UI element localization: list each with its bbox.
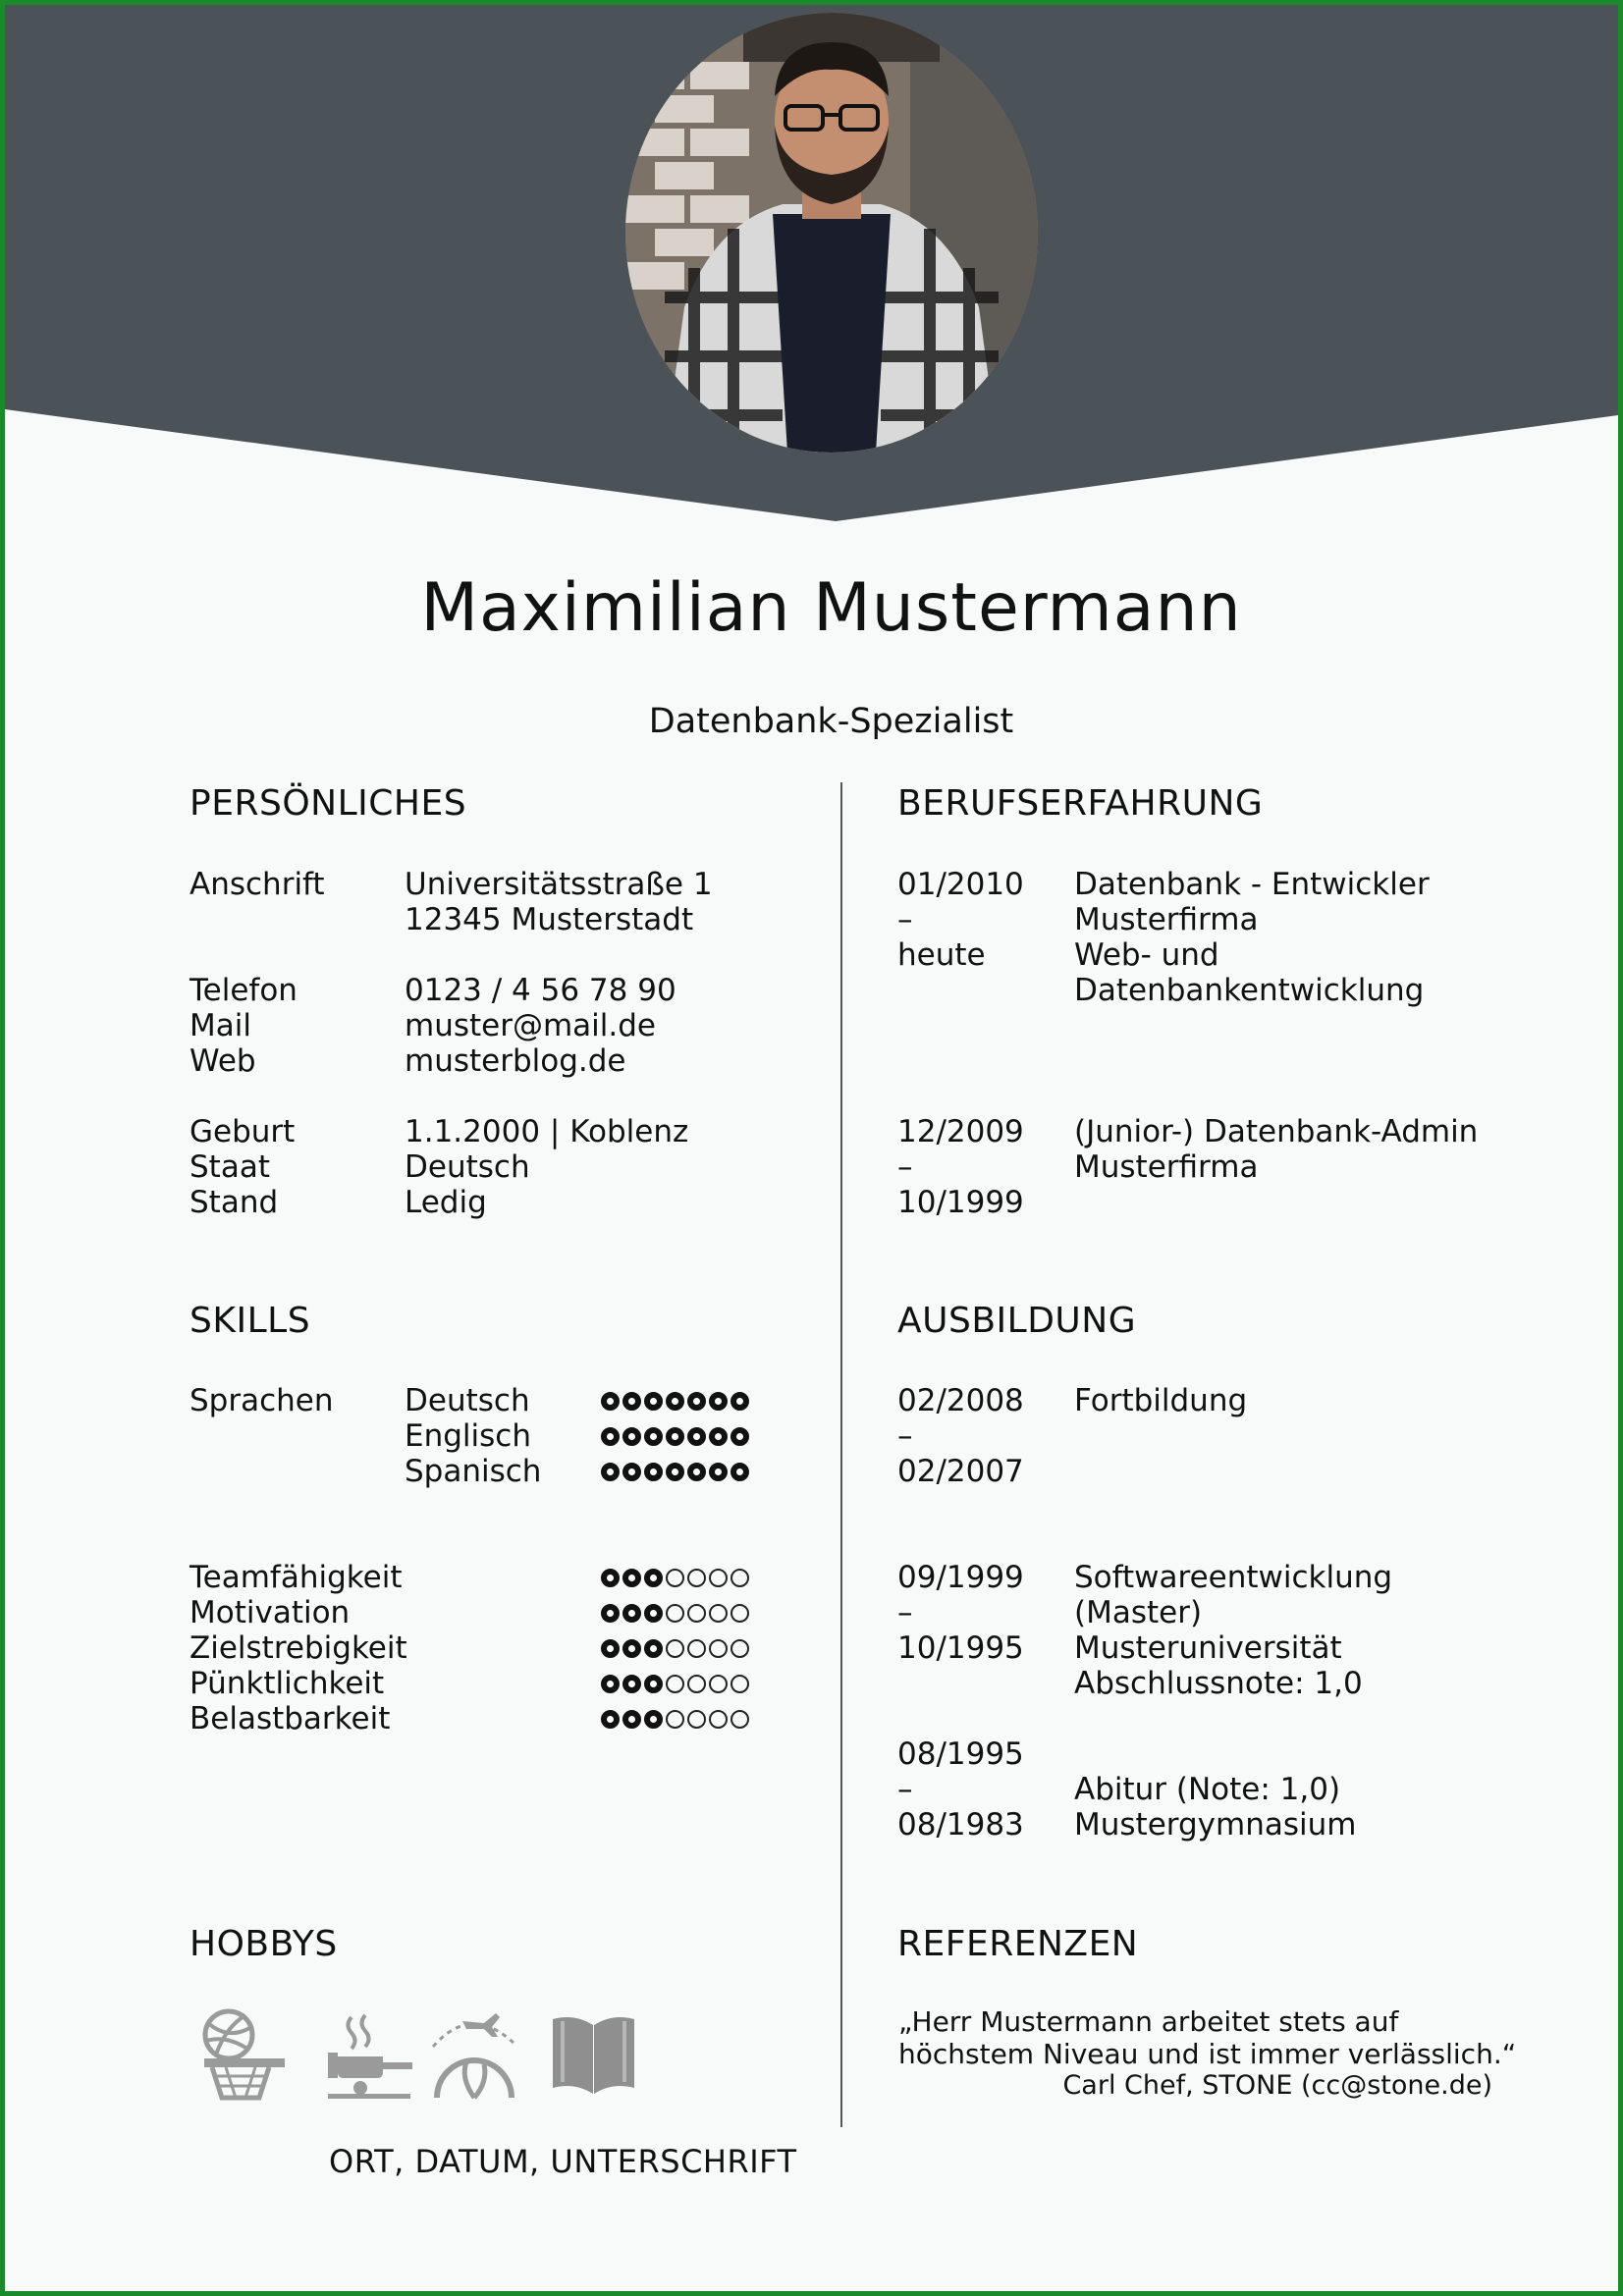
education-date: 08/1995	[897, 1736, 1024, 1772]
education-date: 02/2007	[897, 1454, 1024, 1489]
education-date: –	[897, 1595, 913, 1630]
language-name: Deutsch	[405, 1383, 530, 1418]
open-book-icon	[547, 2007, 640, 2101]
experience-text: Datenbankentwicklung	[1074, 973, 1425, 1008]
education-date: 08/1983	[897, 1807, 1024, 1842]
rating-dot-filled	[601, 1392, 620, 1411]
education-date: 09/1999	[897, 1560, 1024, 1595]
profile-photo	[625, 13, 1038, 453]
rating-dot-empty	[709, 1675, 728, 1693]
address-label: Anschrift	[189, 867, 325, 902]
reference-quote	[898, 2005, 1516, 2070]
rating-dot-filled	[666, 1392, 684, 1411]
rating-dot-empty	[666, 1675, 684, 1693]
rating-dot-filled	[601, 1427, 620, 1446]
rating-dot-empty	[666, 1639, 684, 1658]
rating-dot-filled	[709, 1463, 728, 1481]
rating-dot-filled	[601, 1604, 620, 1623]
skill-rating	[601, 1710, 749, 1729]
signature-line: ORT, DATUM, UNTERSCHRIFT	[329, 2143, 797, 2180]
phone-label: Telefon	[189, 973, 298, 1008]
address-city: 12345 Musterstadt	[405, 902, 694, 937]
rating-dot-filled	[622, 1675, 641, 1693]
education-text: Abschlussnote: 1,0	[1074, 1666, 1363, 1701]
rating-dot-filled	[709, 1427, 728, 1446]
basketball-icon	[196, 2007, 290, 2101]
education-text: Fortbildung	[1074, 1383, 1248, 1418]
language-name: Englisch	[405, 1418, 531, 1454]
education-date: –	[897, 1418, 913, 1454]
birth-label: Geburt	[189, 1114, 296, 1149]
experience-text: Datenbank - Entwickler	[1074, 867, 1430, 902]
experience-date: –	[897, 1149, 913, 1185]
education-text: Abitur (Note: 1,0)	[1074, 1772, 1341, 1807]
cooking-pan-icon	[324, 2007, 417, 2101]
soft-skill-name: Belastbarkeit	[189, 1701, 391, 1736]
experience-date: 01/2010	[897, 867, 1024, 902]
rating-dot-filled	[687, 1463, 706, 1481]
skill-rating	[601, 1463, 749, 1481]
skill-rating	[601, 1675, 749, 1693]
rating-dot-filled	[601, 1675, 620, 1693]
experience-text: Web- und	[1074, 937, 1219, 973]
language-name: Spanisch	[405, 1454, 542, 1489]
rating-dot-empty	[730, 1639, 749, 1658]
column-divider	[840, 782, 842, 2127]
education-date: –	[897, 1772, 913, 1807]
soft-skill-name: Zielstrebigkeit	[189, 1630, 407, 1666]
personal-heading: PERSÖNLICHES	[189, 783, 467, 824]
experience-date: –	[897, 902, 913, 937]
education-date: 02/2008	[897, 1383, 1024, 1418]
experience-text: Musterfirma	[1074, 902, 1259, 937]
education-text: Softwareentwicklung	[1074, 1560, 1393, 1595]
skills-heading: SKILLS	[189, 1301, 311, 1341]
skill-rating	[601, 1639, 749, 1658]
skill-rating	[601, 1569, 749, 1587]
rating-dot-empty	[687, 1604, 706, 1623]
rating-dot-filled	[666, 1463, 684, 1481]
rating-dot-empty	[730, 1569, 749, 1587]
rating-dot-filled	[622, 1427, 641, 1446]
rating-dot-filled	[601, 1463, 620, 1481]
references-heading: REFERENZEN	[897, 1924, 1139, 1964]
rating-dot-filled	[687, 1392, 706, 1411]
soft-skill-name: Pünktlichkeit	[189, 1666, 385, 1701]
rating-dot-filled	[622, 1639, 641, 1658]
rating-dot-empty	[709, 1569, 728, 1587]
phone-value: 0123 / 4 56 78 90	[405, 973, 676, 1008]
languages-label: Sprachen	[189, 1383, 334, 1418]
mail-value: muster@mail.de	[405, 1008, 656, 1043]
rating-dot-empty	[666, 1569, 684, 1587]
rating-dot-filled	[730, 1427, 749, 1446]
rating-dot-empty	[666, 1710, 684, 1729]
rating-dot-empty	[709, 1604, 728, 1623]
status-value: Ledig	[405, 1185, 487, 1220]
rating-dot-filled	[622, 1569, 641, 1587]
nationality-value: Deutsch	[405, 1149, 530, 1185]
rating-dot-filled	[644, 1639, 663, 1658]
experience-date: 12/2009	[897, 1114, 1024, 1149]
rating-dot-empty	[687, 1639, 706, 1658]
rating-dot-filled	[644, 1604, 663, 1623]
rating-dot-empty	[666, 1604, 684, 1623]
hobbies-heading: HOBBYS	[189, 1924, 338, 1964]
rating-dot-empty	[687, 1710, 706, 1729]
experience-text: (Junior-) Datenbank-Admin	[1074, 1114, 1479, 1149]
rating-dot-empty	[687, 1675, 706, 1693]
travel-plane-globe-icon	[427, 2007, 520, 2101]
rating-dot-empty	[730, 1675, 749, 1693]
rating-dot-filled	[601, 1639, 620, 1658]
web-value: musterblog.de	[405, 1043, 626, 1079]
rating-dot-filled	[644, 1569, 663, 1587]
rating-dot-empty	[709, 1710, 728, 1729]
rating-dot-filled	[622, 1604, 641, 1623]
education-heading: AUSBILDUNG	[897, 1301, 1137, 1341]
experience-text: Musterfirma	[1074, 1149, 1259, 1185]
rating-dot-filled	[730, 1392, 749, 1411]
status-label: Stand	[189, 1185, 279, 1220]
rating-dot-filled	[730, 1463, 749, 1481]
experience-date: 10/1999	[897, 1185, 1024, 1220]
rating-dot-filled	[601, 1710, 620, 1729]
soft-skill-name: Motivation	[189, 1595, 351, 1630]
nationality-label: Staat	[189, 1149, 270, 1185]
education-text: Musteruniversität	[1074, 1630, 1342, 1666]
rating-dot-filled	[687, 1427, 706, 1446]
person-name: Maximilian Mustermann	[420, 569, 1242, 647]
rating-dot-filled	[644, 1675, 663, 1693]
experience-heading: BERUFSERFAHRUNG	[897, 783, 1264, 824]
rating-dot-filled	[666, 1427, 684, 1446]
address-street: Universitätsstraße 1	[405, 867, 713, 902]
rating-dot-empty	[730, 1604, 749, 1623]
rating-dot-filled	[622, 1392, 641, 1411]
job-title: Datenbank-Spezialist	[648, 702, 1014, 741]
reference-quote-line: „Herr Mustermann arbeitet stets auf	[898, 2005, 1399, 2038]
birth-value: 1.1.2000 | Koblenz	[405, 1114, 689, 1149]
education-date: 10/1995	[897, 1630, 1024, 1666]
reference-source: Carl Chef, STONE (cc@stone.de)	[1062, 2070, 1492, 2101]
rating-dot-empty	[730, 1710, 749, 1729]
rating-dot-filled	[709, 1392, 728, 1411]
skill-rating	[601, 1427, 749, 1446]
rating-dot-filled	[601, 1569, 620, 1587]
web-label: Web	[189, 1043, 256, 1079]
mail-label: Mail	[189, 1008, 251, 1043]
rating-dot-filled	[644, 1392, 663, 1411]
skill-rating	[601, 1604, 749, 1623]
rating-dot-filled	[644, 1710, 663, 1729]
reference-quote-line: höchstem Niveau und ist immer verlässlich.“	[898, 2038, 1517, 2070]
education-text: Mustergymnasium	[1074, 1807, 1357, 1842]
education-text: (Master)	[1074, 1595, 1203, 1630]
rating-dot-empty	[687, 1569, 706, 1587]
soft-skill-name: Teamfähigkeit	[189, 1560, 403, 1595]
rating-dot-filled	[644, 1463, 663, 1481]
rating-dot-empty	[709, 1639, 728, 1658]
experience-date: heute	[897, 937, 986, 973]
rating-dot-filled	[622, 1710, 641, 1729]
rating-dot-filled	[644, 1427, 663, 1446]
skill-rating	[601, 1392, 749, 1411]
rating-dot-filled	[622, 1463, 641, 1481]
